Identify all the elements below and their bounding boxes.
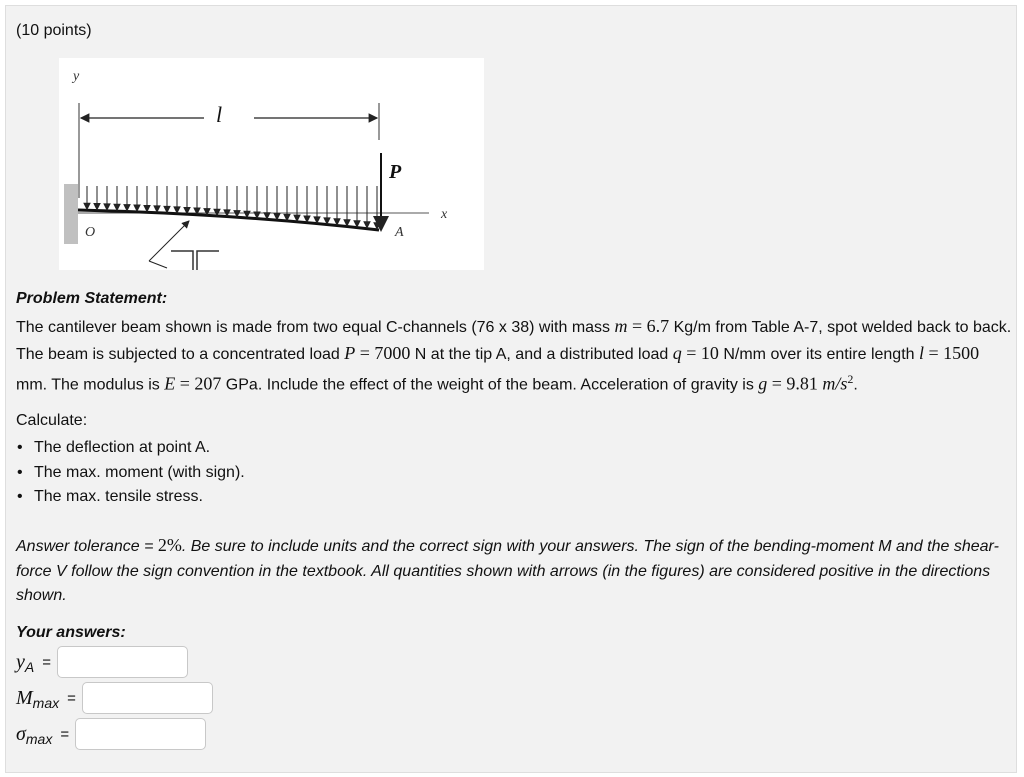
answer-row-ya: y A =	[16, 646, 188, 678]
answer-row-sigma: σ max =	[16, 718, 206, 750]
cantilever-figure	[59, 58, 484, 270]
deflection-input[interactable]	[57, 646, 188, 678]
problem-statement-title: Problem Statement:	[16, 290, 168, 307]
beam-diagram-svg	[59, 58, 484, 270]
load-arrow-head	[84, 203, 90, 209]
load-arrow-head	[104, 204, 110, 210]
label-l: l	[216, 102, 223, 127]
wall	[64, 184, 78, 244]
load-arrow-head	[174, 207, 180, 213]
max-moment-input[interactable]	[82, 682, 213, 714]
answer-row-mmax: M max =	[16, 682, 213, 714]
load-arrow-head	[354, 221, 360, 227]
question-panel	[5, 5, 1017, 773]
label-x: x	[441, 207, 448, 222]
calculation-list	[16, 436, 245, 510]
c-channel-left	[171, 251, 193, 270]
your-answers-title: Your answers:	[16, 624, 126, 641]
label-P: P	[389, 161, 402, 183]
tolerance-note: Answer tolerance = 2%. Be sure to include units and the correct sign with your answers. The sign of the bending-moment M and the shear-force V follow the sign convention in the textbook. All quantities shown with arrows (in the figures) are considered positive in the directions shown.	[16, 535, 999, 604]
label-A: A	[395, 225, 404, 240]
label-y: y	[73, 69, 80, 84]
load-arrow-head	[94, 204, 100, 210]
load-arrow-head	[134, 205, 140, 211]
list-item: • The max. tensile stress.	[17, 488, 203, 505]
calculate-label: Calculate:	[16, 412, 88, 429]
load-arrow-head	[124, 205, 130, 211]
load-arrow-head	[144, 205, 150, 211]
load-arrow-head	[154, 206, 160, 212]
distributed-load-arrows	[84, 186, 380, 229]
points-label: (10 points)	[16, 22, 92, 39]
list-item: • The deflection at point A.	[17, 439, 211, 456]
list-item: • The max. moment (with sign).	[17, 463, 245, 481]
c-channel-right	[197, 251, 219, 270]
load-arrow-head	[374, 223, 380, 229]
load-arrow-head	[164, 206, 170, 212]
label-O: O	[85, 225, 96, 240]
max-stress-input[interactable]	[75, 718, 206, 750]
section-pointer	[149, 221, 189, 261]
load-arrow-head	[364, 222, 370, 228]
load-arrow-head	[114, 204, 120, 210]
problem-statement-text: The cantilever beam shown is made from two equal C-channels (76 x 38) with mass m = 6.7 Kg/m from Table A-7, spot welded back to back. The beam is subjected to a concentrated load P = 7000 N at the tip A, and a distributed load q = 10 N/mm over its entire length l = 1500 mm. The modulus is E = 207 GPa. Include the effect of the weight of the beam. Acceleration of gravity is g = 9.81 $m/s^2$.	[16, 316, 1012, 394]
